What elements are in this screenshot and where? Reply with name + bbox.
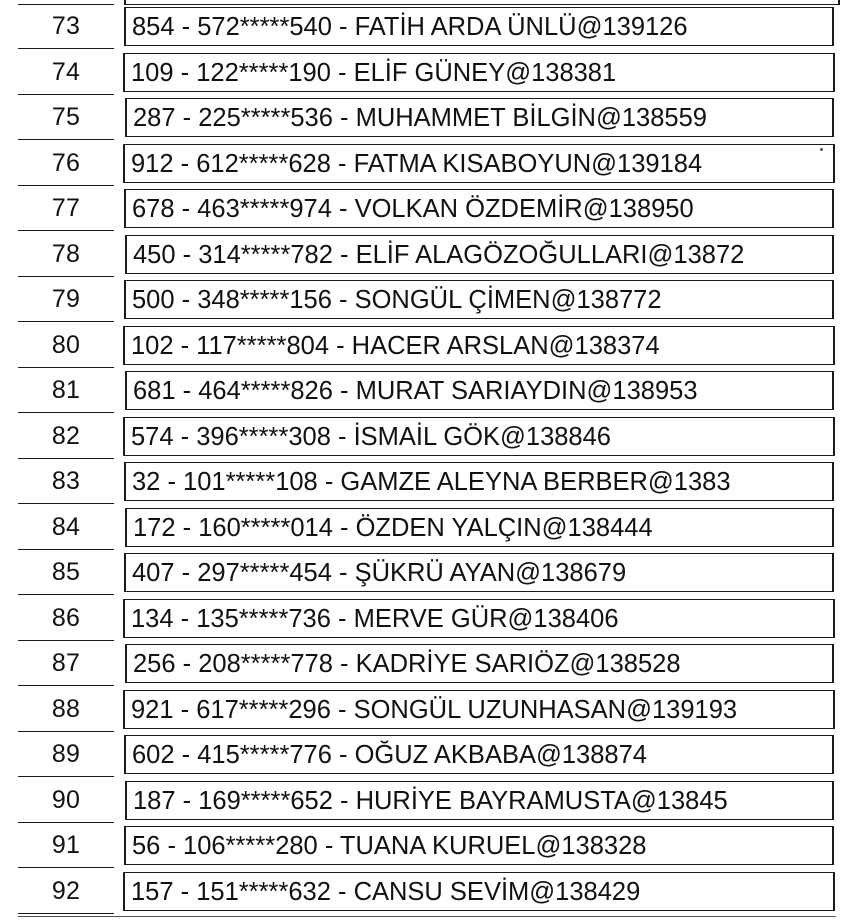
row-entry: 681 - 464*****826 - MURAT SARIAYDIN@138953 bbox=[125, 371, 834, 410]
row-entry: 574 - 396*****308 - İSMAİL GÖK@138846 bbox=[123, 417, 835, 456]
table-row bbox=[0, 823, 850, 869]
table-row bbox=[0, 4, 850, 50]
entry-table bbox=[0, 4, 850, 914]
table-row bbox=[0, 186, 850, 232]
table-row bbox=[0, 323, 850, 369]
table-row bbox=[0, 459, 850, 505]
table-row bbox=[0, 550, 850, 596]
row-entry: 172 - 160*****014 - ÖZDEN YALÇIN@138444 bbox=[125, 508, 834, 547]
row-number: 80 bbox=[18, 323, 114, 368]
scan-speck bbox=[820, 148, 823, 151]
row-entry: 109 - 122*****190 - ELİF GÜNEY@138381 bbox=[123, 53, 835, 92]
row-number: 86 bbox=[18, 596, 114, 641]
table-row bbox=[0, 641, 850, 687]
table-row bbox=[0, 141, 850, 187]
row-entry: 157 - 151*****632 - CANSU SEVİM@138429 bbox=[123, 872, 835, 911]
table-row bbox=[0, 596, 850, 642]
row-number: 79 bbox=[18, 277, 114, 322]
row-entry: 921 - 617*****296 - SONGÜL UZUNHASAN@139193 bbox=[123, 690, 835, 729]
row-number: 73 bbox=[18, 4, 114, 49]
row-entry: 102 - 117*****804 - HACER ARSLAN@138374 bbox=[123, 326, 835, 365]
row-entry: 912 - 612*****628 - FATMA KISABOYUN@139184 bbox=[123, 144, 835, 183]
table-row bbox=[0, 368, 850, 414]
row-number: 87 bbox=[18, 641, 114, 686]
table-row bbox=[0, 232, 850, 278]
row-entry: 256 - 208*****778 - KADRİYE SARIÖZ@138528 bbox=[125, 644, 834, 683]
row-number: 90 bbox=[18, 778, 114, 823]
row-number: 75 bbox=[18, 95, 114, 140]
row-entry: 32 - 101*****108 - GAMZE ALEYNA BERBER@1383 bbox=[124, 462, 834, 501]
row-entry: 450 - 314*****782 - ELİF ALAGÖZOĞULLARI@13872 bbox=[125, 235, 834, 274]
row-number: 81 bbox=[18, 368, 114, 413]
row-entry: 678 - 463*****974 - VOLKAN ÖZDEMİR@138950 bbox=[124, 189, 834, 228]
table-row bbox=[0, 50, 850, 96]
table-row bbox=[0, 778, 850, 824]
table-row bbox=[0, 414, 850, 460]
row-entry: 134 - 135*****736 - MERVE GÜR@138406 bbox=[123, 599, 835, 638]
page-bottom-edge bbox=[18, 916, 836, 919]
row-number: 89 bbox=[18, 732, 114, 777]
row-entry: 500 - 348*****156 - SONGÜL ÇİMEN@138772 bbox=[124, 280, 834, 319]
row-number: 76 bbox=[18, 141, 114, 186]
row-number: 78 bbox=[18, 232, 114, 277]
table-row bbox=[0, 869, 850, 915]
row-number: 83 bbox=[18, 459, 114, 504]
row-number: 88 bbox=[18, 687, 114, 732]
table-row bbox=[0, 505, 850, 551]
row-entry: 407 - 297*****454 - ŞÜKRÜ AYAN@138679 bbox=[124, 553, 834, 592]
row-number: 85 bbox=[18, 550, 114, 595]
table-row bbox=[0, 95, 850, 141]
row-number: 91 bbox=[18, 823, 114, 868]
row-entry: 56 - 106*****280 - TUANA KURUEL@138328 bbox=[124, 826, 834, 865]
row-entry: 187 - 169*****652 - HURİYE BAYRAMUSTA@13845 bbox=[125, 781, 834, 820]
row-entry: 287 - 225*****536 - MUHAMMET BİLGİN@138559 bbox=[125, 98, 834, 137]
row-entry: 602 - 415*****776 - OĞUZ AKBABA@138874 bbox=[124, 735, 834, 774]
row-number: 82 bbox=[18, 414, 114, 459]
table-row bbox=[0, 732, 850, 778]
table-row bbox=[0, 687, 850, 733]
row-number: 77 bbox=[18, 186, 114, 231]
row-entry: 854 - 572*****540 - FATİH ARDA ÜNLÜ@139126 bbox=[124, 7, 834, 46]
row-number: 84 bbox=[18, 505, 114, 550]
table-row bbox=[0, 277, 850, 323]
row-number: 74 bbox=[18, 50, 114, 95]
row-number: 92 bbox=[18, 869, 114, 914]
